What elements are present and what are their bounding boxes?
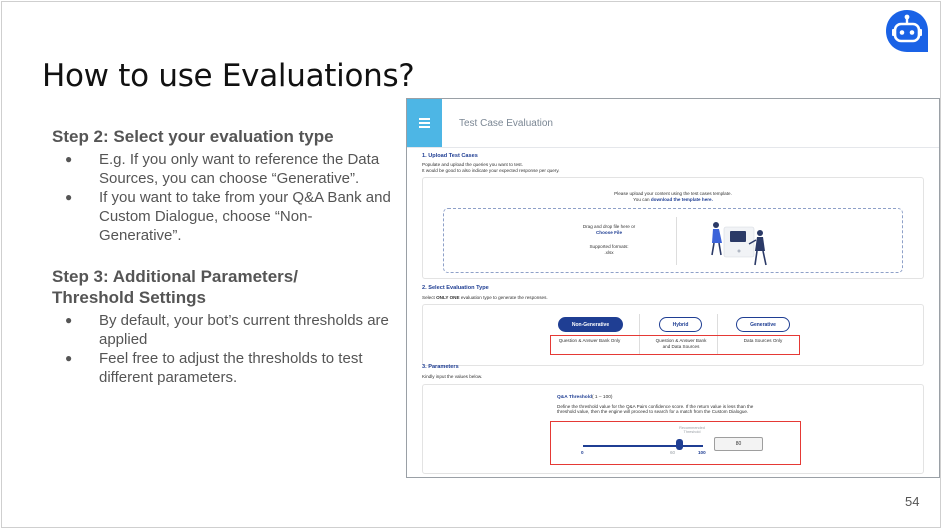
app-screenshot bbox=[406, 98, 940, 478]
step3-heading-line2: Threshold Settings bbox=[52, 288, 206, 307]
step3-heading-line1: Step 3: Additional Parameters/ bbox=[52, 267, 298, 286]
app-header bbox=[407, 99, 939, 148]
file-drop-zone[interactable] bbox=[443, 208, 903, 273]
slide-title: How to use Evaluations? bbox=[42, 58, 415, 94]
app-title: Test Case Evaluation bbox=[459, 118, 553, 129]
threshold-label-line bbox=[557, 395, 613, 401]
upload-desc-2: It would be good to also indicate your expected response per query. bbox=[422, 168, 560, 173]
threshold-desc-1: Define the threshold value for the Q&A Pairs confidence score. If the return value is less than the bbox=[557, 404, 754, 409]
instructions bbox=[52, 126, 392, 387]
robot-chat-icon bbox=[884, 8, 930, 54]
upload-section-title: 1. Upload Test Cases bbox=[422, 153, 478, 159]
evaluation-section-title: 2. Select Evaluation Type bbox=[422, 285, 489, 291]
hybrid-option[interactable]: Hybrid bbox=[659, 317, 702, 332]
page-number: 54 bbox=[905, 494, 920, 509]
bullet-item: ● Feel free to adjust the thresholds to test different parameters. bbox=[52, 349, 392, 387]
template-line bbox=[423, 197, 923, 203]
threshold-slider-thumb[interactable] bbox=[676, 439, 683, 450]
threshold-range: ( 1 – 100) bbox=[592, 395, 613, 400]
bullet-item: ● If you want to take from your Q&A Bank and Custom Dialogue, choose “Non-Generative”. bbox=[52, 188, 392, 245]
step2-heading: Step 2: Select your evaluation type bbox=[52, 127, 334, 146]
step2-bullets bbox=[52, 150, 392, 245]
evaluation-options-highlight bbox=[550, 335, 800, 355]
threshold-value-input[interactable]: 80 bbox=[714, 437, 763, 451]
slider-mid-label: 60 bbox=[670, 450, 676, 455]
template-prefix: You can bbox=[633, 197, 650, 202]
step3-heading bbox=[52, 266, 392, 308]
upload-illustration-icon bbox=[704, 213, 774, 269]
recommended-label-1: Recommended bbox=[679, 426, 705, 430]
non-generative-option[interactable]: Non-Generative bbox=[558, 317, 623, 332]
non-generative-desc: Question & Answer Bank Only bbox=[558, 338, 621, 343]
hybrid-desc-line1: Question & Answer Bank bbox=[655, 338, 707, 343]
evaluation-desc: Select ONLY ONE evaluation type to generate the responses. bbox=[422, 295, 548, 300]
drag-drop-text: Drag and drop file here or bbox=[582, 224, 636, 229]
upload-desc-1: Populate and upload the queries you want to test. bbox=[422, 162, 523, 167]
generative-option[interactable]: Generative bbox=[736, 317, 790, 332]
threshold-slider-track[interactable] bbox=[583, 445, 703, 447]
step3-bullets bbox=[52, 311, 392, 387]
hamburger-menu-icon[interactable] bbox=[407, 99, 442, 147]
bullet-item: ● E.g. If you only want to reference the Data Sources, you can choose “Generative”. bbox=[52, 150, 392, 188]
drop-zone-divider bbox=[676, 217, 677, 265]
generative-desc: Data Sources Only bbox=[743, 338, 783, 343]
parameters-section-title: 3. Parameters bbox=[422, 364, 459, 370]
hybrid-desc-line2: and Data Sources bbox=[662, 344, 700, 349]
recommended-label-2: Threshold bbox=[683, 430, 701, 434]
supported-formats-value: .xlsx bbox=[604, 250, 614, 255]
parameters-desc: Kindly input the values below. bbox=[422, 374, 483, 379]
choose-file-link[interactable]: Choose File bbox=[595, 230, 623, 235]
threshold-label: Q&A Threshold bbox=[557, 395, 592, 400]
upload-instruction: Please upload your content using the test cases template. bbox=[614, 191, 732, 196]
download-template-link[interactable]: download the template here. bbox=[650, 197, 713, 202]
bullet-item: ● By default, your bot’s current thresholds are applied bbox=[52, 311, 392, 349]
slider-min-label: 0 bbox=[581, 450, 584, 455]
supported-formats-label: Supported formats: bbox=[589, 244, 629, 249]
slider-max-label: 100 bbox=[698, 450, 706, 455]
threshold-desc-2: threshold value, then the engine will proceed to search for a match from the Custom Dialogue. bbox=[557, 409, 749, 414]
